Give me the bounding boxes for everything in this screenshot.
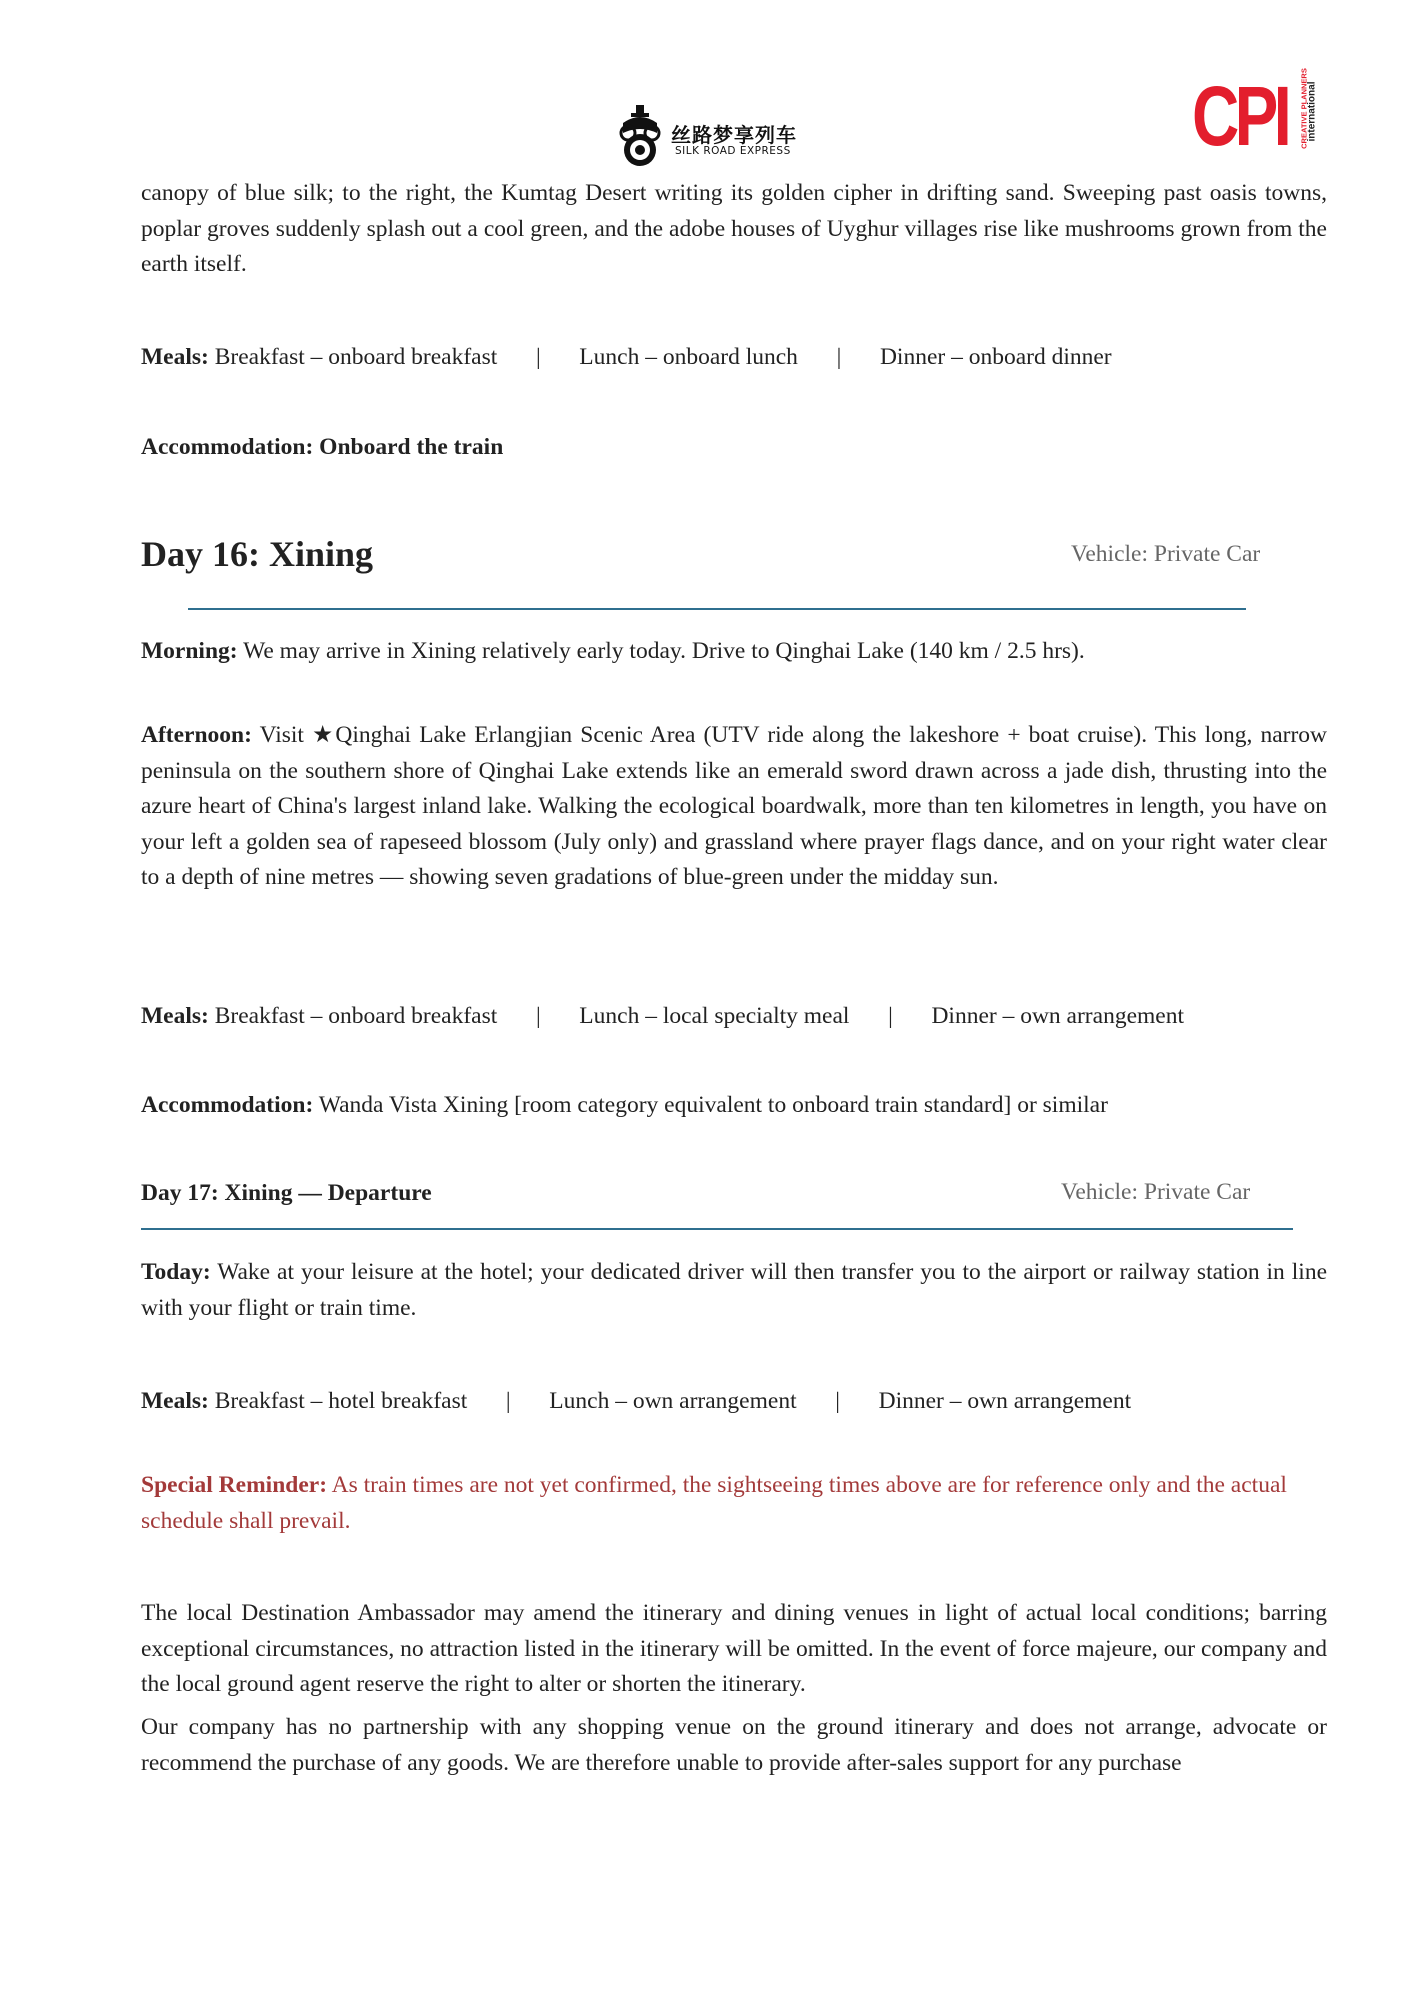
reminder-text: As train times are not yet confirmed, the sightseeing times above are for reference only and the actual schedule shall prevail. — [141, 1472, 1287, 1534]
day17-today — [141, 1255, 1327, 1326]
day16-meals-row — [141, 1001, 1184, 1031]
day16-accommodation — [141, 1090, 1108, 1120]
intro-paragraph: canopy of blue silk; to the right, the Kumtag Desert writing its golden cipher in drifting sand. Sweeping past oasis towns, poplar groves suddenly splash out a cool green, and the adobe houses of Uyghur villages rise like mushrooms grown from the earth itself. — [141, 180, 1327, 277]
meals-label: Meals: — [141, 1388, 209, 1414]
day16-afternoon — [141, 718, 1327, 896]
day15-meals-row — [141, 342, 1112, 372]
meals-label: Meals: — [141, 344, 209, 370]
day16-divider — [188, 608, 1246, 610]
day17-meals-row — [141, 1386, 1131, 1416]
meal-dinner: Dinner – own arrangement — [878, 1388, 1132, 1414]
day17-title: Day 17: Xining — Departure — [141, 1180, 432, 1206]
cpi-tagline-top: CREATIVE PLANNERS — [1299, 68, 1309, 149]
meal-lunch: Lunch – local specialty meal — [579, 1003, 850, 1029]
day15-accommodation: Accommodation: Onboard the train — [141, 434, 504, 460]
accommodation-text: Wanda Vista Xining [room category equivalent to onboard train standard] or similar — [318, 1092, 1108, 1118]
meals-label: Meals: — [141, 1003, 209, 1029]
meal-breakfast: Breakfast – onboard breakfast — [214, 344, 498, 370]
meal-separator: | — [888, 1003, 893, 1029]
silk-road-emblem-icon — [617, 103, 663, 169]
notes-paragraph-2: Our company has no partnership with any shopping venue on the ground itinerary and does not arrange, advocate or recommend the purchase of any goods. We are therefore unable to provide after-sales support for any purchase — [141, 1714, 1327, 1776]
morning-label: Morning: — [141, 638, 238, 664]
logo-chinese-text: 丝路梦享列车 — [671, 123, 797, 147]
morning-text: We may arrive in Xining relatively early today. Drive to Qinghai Lake (140 km / 2.5 hrs). — [243, 638, 1085, 664]
meal-separator: | — [505, 1388, 511, 1414]
meal-separator: | — [535, 344, 541, 370]
special-reminder — [141, 1468, 1327, 1539]
day17-vehicle: Vehicle: Private Car — [1061, 1179, 1251, 1205]
meal-breakfast: Breakfast – onboard breakfast — [214, 1003, 498, 1029]
afternoon-label: Afternoon: — [141, 722, 252, 748]
today-label: Today: — [141, 1259, 211, 1285]
reminder-label: Special Reminder: — [141, 1472, 328, 1498]
cpi-letters: CPI — [1192, 69, 1288, 163]
meal-lunch: Lunch – own arrangement — [549, 1388, 797, 1414]
meal-separator: | — [535, 1003, 541, 1029]
meal-lunch: Lunch – onboard lunch — [579, 344, 798, 370]
day16-title: Day 16: Xining — [141, 534, 374, 574]
afternoon-text: Visit ★Qinghai Lake Erlangjian Scenic Area (UTV ride along the lakeshore + boat cruise). This long, narrow peninsula on the southern shore of Qinghai Lake extends like an emerald sword drawn across a jade dish, thrusting into the azure heart of China's largest inland lake. Walking the ecological boardwalk, more than ten kilometres in length, you have on your left a golden sea of rapeseed blossom (July only) and grassland where prayer flags dance, and on your right water clear to a depth of nine metres — showing seven gradations of blue-green under the midday sun. — [141, 722, 1327, 890]
today-text: Wake at your leisure at the hotel; your dedicated driver will then transfer you to the airport or railway station in line with your flight or train time. — [141, 1259, 1327, 1321]
meal-dinner: Dinner – onboard dinner — [879, 344, 1112, 370]
day16-morning — [141, 634, 1327, 670]
meal-breakfast: Breakfast – hotel breakfast — [214, 1388, 468, 1414]
cpi-logo — [1192, 60, 1318, 172]
meal-separator: | — [836, 344, 842, 370]
day16-vehicle: Vehicle: Private Car — [1071, 541, 1261, 567]
cpi-tagline-bottom: international — [1306, 81, 1318, 142]
accommodation-label: Accommodation: — [141, 1092, 314, 1118]
silk-road-logo — [617, 103, 817, 169]
notes-paragraph-1: The local Destination Ambassador may amend the itinerary and dining venues in light of actual local conditions; barring exceptional circumstances, no attraction listed in the itinerary will be omitted. In the event of force majeure, our company and the local ground agent reserve the right to alter or shorten the itinerary. — [141, 1600, 1327, 1697]
logo-english-text: SILK ROAD EXPRESS — [675, 145, 791, 157]
cpi-tagline — [1292, 64, 1318, 168]
day17-divider — [141, 1228, 1293, 1230]
meal-separator: | — [835, 1388, 840, 1414]
meal-dinner: Dinner – own arrangement — [931, 1003, 1184, 1029]
